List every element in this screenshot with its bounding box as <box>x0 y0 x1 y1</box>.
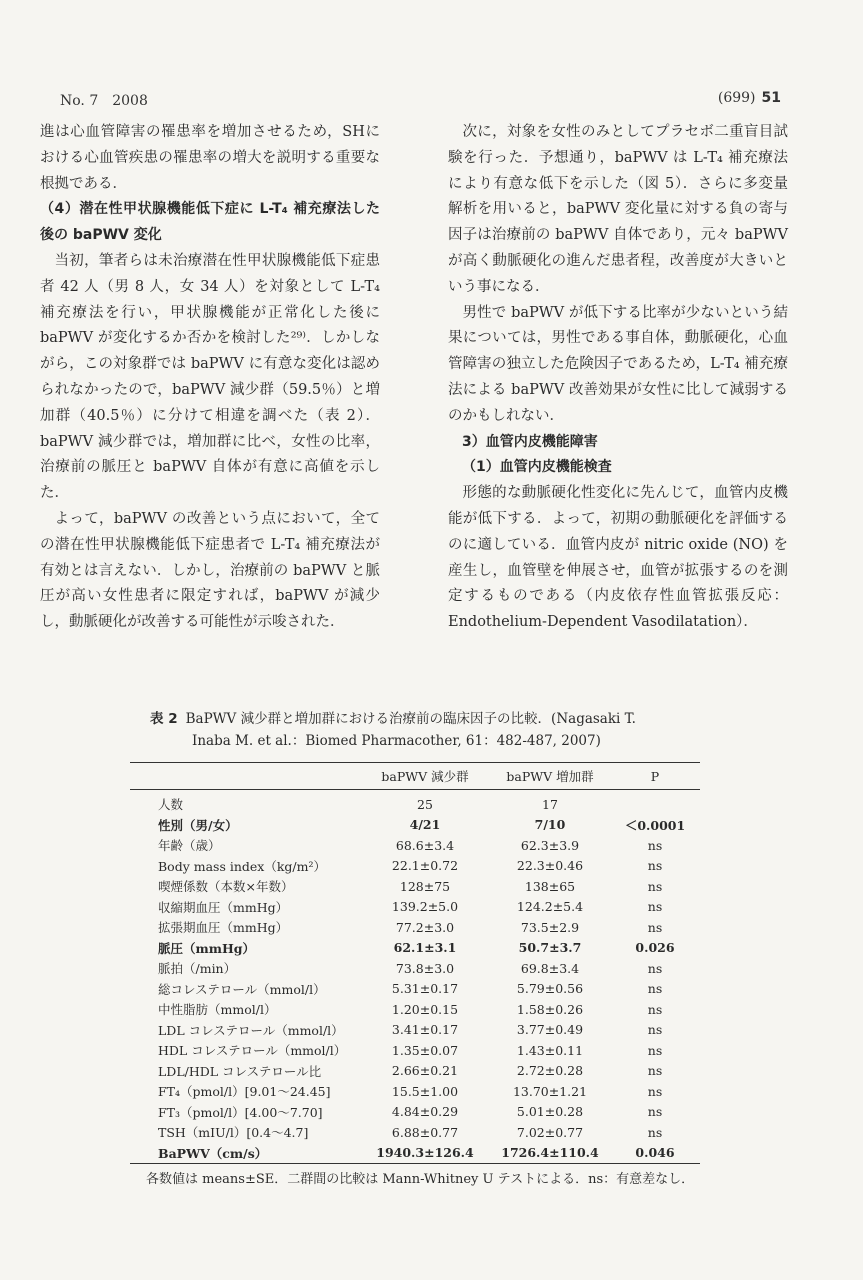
subsection-heading-1: （1）血管内皮機能検査 <box>462 459 612 476</box>
table-row <box>130 1040 700 1061</box>
increase-group-value: 2.72±0.28 <box>516 1063 584 1079</box>
decrease-group-value: 3.41±0.17 <box>391 1022 459 1038</box>
table-row <box>130 815 700 836</box>
table-row <box>130 1143 700 1164</box>
row-label: TSH（mIU/l）[0.4～4.7] <box>158 1125 309 1141</box>
row-label: Body mass index（kg/m²） <box>158 858 327 874</box>
left-paragraph-1: 進は心血管障害の罹患率を増加させるため，SHにおける心血管疾患の罹患率の増大を説明する重要な根拠である． <box>40 124 380 192</box>
increase-group-value: 13.70±1.21 <box>512 1083 588 1099</box>
increase-group-value: 5.01±0.28 <box>516 1104 584 1120</box>
table-row <box>130 958 700 979</box>
decrease-group-value: 139.2±5.0 <box>391 899 459 915</box>
table-row <box>130 1020 700 1041</box>
decrease-group-value: 15.5±1.00 <box>391 1083 459 1099</box>
row-label: LDL コレステロール（mmol/l） <box>158 1022 344 1038</box>
left-paragraph-3: よって，baPWV の改善という点において，全ての潜在性甲状腺機能低下症患者で L-T₄ 補充療法が有効とは言えない．しかし，治療前の baPWV と脈圧が高い女性患者に限定すれば，baPWV が減少し，動脈硬化が改善する可能性が示唆された． <box>40 510 380 631</box>
decrease-group-value: 73.8±3.0 <box>395 960 455 976</box>
increase-group-value: 1726.4±110.4 <box>490 1143 610 1164</box>
increase-group-value: 1.58±0.26 <box>516 1001 584 1017</box>
table-row <box>130 1102 700 1123</box>
p-value: ns <box>647 878 663 894</box>
row-label: FT₃（pmol/l）[4.00～7.70] <box>158 1104 323 1120</box>
row-label: 人数 <box>158 797 184 813</box>
row-label: 脈拍（/min） <box>158 961 237 977</box>
increase-group-value: 22.3±0.46 <box>516 858 584 874</box>
decrease-group-value: 6.88±0.77 <box>391 1124 459 1140</box>
left-column <box>40 120 380 636</box>
decrease-group-value: 62.1±3.1 <box>393 940 457 956</box>
decrease-group-value: 25 <box>417 796 433 812</box>
table-label: 表 2 <box>150 711 178 727</box>
increase-group-value: 50.7±3.7 <box>518 940 582 956</box>
p-value: ＜0.0001 <box>624 817 686 833</box>
p-value: ns <box>647 899 663 915</box>
table-row <box>130 856 700 877</box>
row-label: 喫煙係数（本数×年数） <box>158 879 294 895</box>
table-row <box>130 897 700 918</box>
row-label: 収縮期血圧（mmHg） <box>158 899 289 915</box>
increase-group-value: 73.5±2.9 <box>520 919 580 935</box>
left-paragraph-2: 当初，筆者らは未治療潜在性甲状腺機能低下症患者 42 人（男 8 人，女 34 人）を対象として L-T₄ 補充療法を行い，甲状腺機能が正常化した後に baPWV が変化するか否かを検討した²⁹⁾．しかしながら，この対象群では baPWV に有意な変化は認められなかったので，baPWV 減少群（59.5％）と増加群（40.5％）に分けて相違を調べた（表 2）．baPWV 減少群では，増加群に比べ，女性の比率，治療前の脈圧と baPWV 自体が有意に高値を示した． <box>40 252 380 502</box>
p-value <box>610 790 700 815</box>
increase-group-value: 17 <box>542 796 558 812</box>
decrease-group-value: 4.84±0.29 <box>391 1104 459 1120</box>
p-value: ns <box>647 858 663 874</box>
table-footnote: 各数値は means±SE．二群間の比較は Mann-Whitney U テストによる．ns：有意差なし． <box>146 1172 695 1187</box>
increase-group-value: 5.79±0.56 <box>516 981 584 997</box>
p-value: ns <box>647 919 663 935</box>
increase-group-value: 138±65 <box>524 878 576 894</box>
running-header-journal: No. 7 2008 <box>60 93 148 109</box>
table-caption-line-1: BaPWV 減少群と増加群における治療前の臨床因子の比較．(Nagasaki T. <box>185 711 636 727</box>
decrease-group-value: 22.1±0.72 <box>391 858 459 874</box>
p-value: ns <box>647 1063 663 1079</box>
p-value: ns <box>647 1124 663 1140</box>
row-label: 総コレステロール（mmol/l） <box>158 981 326 997</box>
row-label: 年齢（歳） <box>158 838 221 854</box>
table-row <box>130 835 700 856</box>
row-label: LDL/HDL コレステロール比 <box>158 1063 322 1079</box>
table-row <box>130 1122 700 1143</box>
row-label: HDL コレステロール（mmol/l） <box>158 1043 347 1059</box>
header-blank <box>130 763 360 790</box>
decrease-group-value: 77.2±3.0 <box>395 919 455 935</box>
p-value: ns <box>647 1022 663 1038</box>
right-paragraph-3: 形態的な動脈硬化性変化に先んじて，血管内皮機能が低下する．よって，初期の動脈硬化を評価するのに適している．血管内皮が nitric oxide (NO) を産生し，血管壁を伸展させ，血管が拡張するのを測定するものである（内皮依存性血管拡張反応：Endothelium-Dependent Vasodilatation）． <box>448 485 788 631</box>
header-decrease-group: baPWV 減少群 <box>360 763 490 790</box>
decrease-group-value: 4/21 <box>409 817 441 833</box>
p-value: ns <box>647 1104 663 1120</box>
table-row <box>130 979 700 1000</box>
table-caption-line-2: Inaba M. et al.：Biomed Pharmacother, 61：482-487, 2007) <box>192 733 601 749</box>
increase-group-value: 124.2±5.4 <box>516 899 584 915</box>
right-paragraph-1: 次に，対象を女性のみとしてプラセボ二重盲目試験を行った．予想通り，baPWV は L-T₄ 補充療法により有意な低下を示した（図 5）．さらに多変量解析を用いると，baPWV 変化量に対する負の寄与因子は治療前の baPWV 自体であり，元々 baPWV が高く動脈硬化の進んだ患者程，改善度が大きいという事になる． <box>448 124 788 295</box>
table-row <box>130 876 700 897</box>
row-label: 中性脂肪（mmol/l） <box>158 1002 277 1018</box>
header-p-value: P <box>610 763 700 790</box>
decrease-group-value: 1940.3±126.4 <box>360 1143 490 1164</box>
right-paragraph-2: 男性で baPWV が低下する比率が少ないという結果については，男性である事自体，動脈硬化，心血管障害の独立した危険因子であるため，L-T₄ 補充療法による baPWV 改善効果が女性に比して減弱するのかもしれない． <box>448 304 788 424</box>
decrease-group-value: 128±75 <box>399 878 451 894</box>
decrease-group-value: 1.35±0.07 <box>391 1042 459 1058</box>
increase-group-value: 62.3±3.9 <box>520 837 580 853</box>
section-heading-4: （4）潜在性甲状腺機能低下症に L-T₄ 補充療法した後の baPWV 変化 <box>40 201 380 244</box>
p-value: 0.026 <box>635 940 675 956</box>
p-value: ns <box>647 981 663 997</box>
row-label: FT₄（pmol/l）[9.01～24.45] <box>158 1084 331 1100</box>
table-row <box>130 999 700 1020</box>
decrease-group-value: 2.66±0.21 <box>391 1063 459 1079</box>
table-row <box>130 1061 700 1082</box>
decrease-group-value: 1.20±0.15 <box>391 1001 459 1017</box>
running-header-page <box>718 90 781 106</box>
p-value: ns <box>647 1083 663 1099</box>
row-label: 性別（男/女） <box>158 817 238 833</box>
increase-group-value: 7.02±0.77 <box>516 1124 584 1140</box>
page-number-paren: (699) <box>717 90 756 106</box>
row-label: 拡張期血圧（mmHg） <box>158 920 289 936</box>
page-number: 51 <box>761 90 781 106</box>
table-row <box>130 938 700 959</box>
p-value: 0.046 <box>610 1143 700 1164</box>
p-value: ns <box>647 1042 663 1058</box>
increase-group-value: 1.43±0.11 <box>516 1042 584 1058</box>
table-row <box>130 1081 700 1102</box>
increase-group-value: 3.77±0.49 <box>516 1022 584 1038</box>
header-increase-group: baPWV 増加群 <box>490 763 610 790</box>
table-row <box>130 790 700 815</box>
increase-group-value: 7/10 <box>534 817 566 833</box>
p-value: ns <box>647 960 663 976</box>
increase-group-value: 69.8±3.4 <box>520 960 580 976</box>
row-label: BaPWV（cm/s） <box>130 1143 360 1164</box>
clinical-factors-table <box>130 762 700 1164</box>
section-heading-3: 3）血管内皮機能障害 <box>462 433 598 450</box>
table-caption <box>150 708 710 752</box>
decrease-group-value: 5.31±0.17 <box>391 981 459 997</box>
table-row <box>130 917 700 938</box>
table-header-row <box>130 763 700 790</box>
row-label: 脈圧（mmHg） <box>158 940 256 956</box>
table-body <box>130 790 700 1164</box>
p-value: ns <box>647 837 663 853</box>
p-value: ns <box>647 1001 663 1017</box>
right-column <box>448 120 788 636</box>
decrease-group-value: 68.6±3.4 <box>395 837 455 853</box>
